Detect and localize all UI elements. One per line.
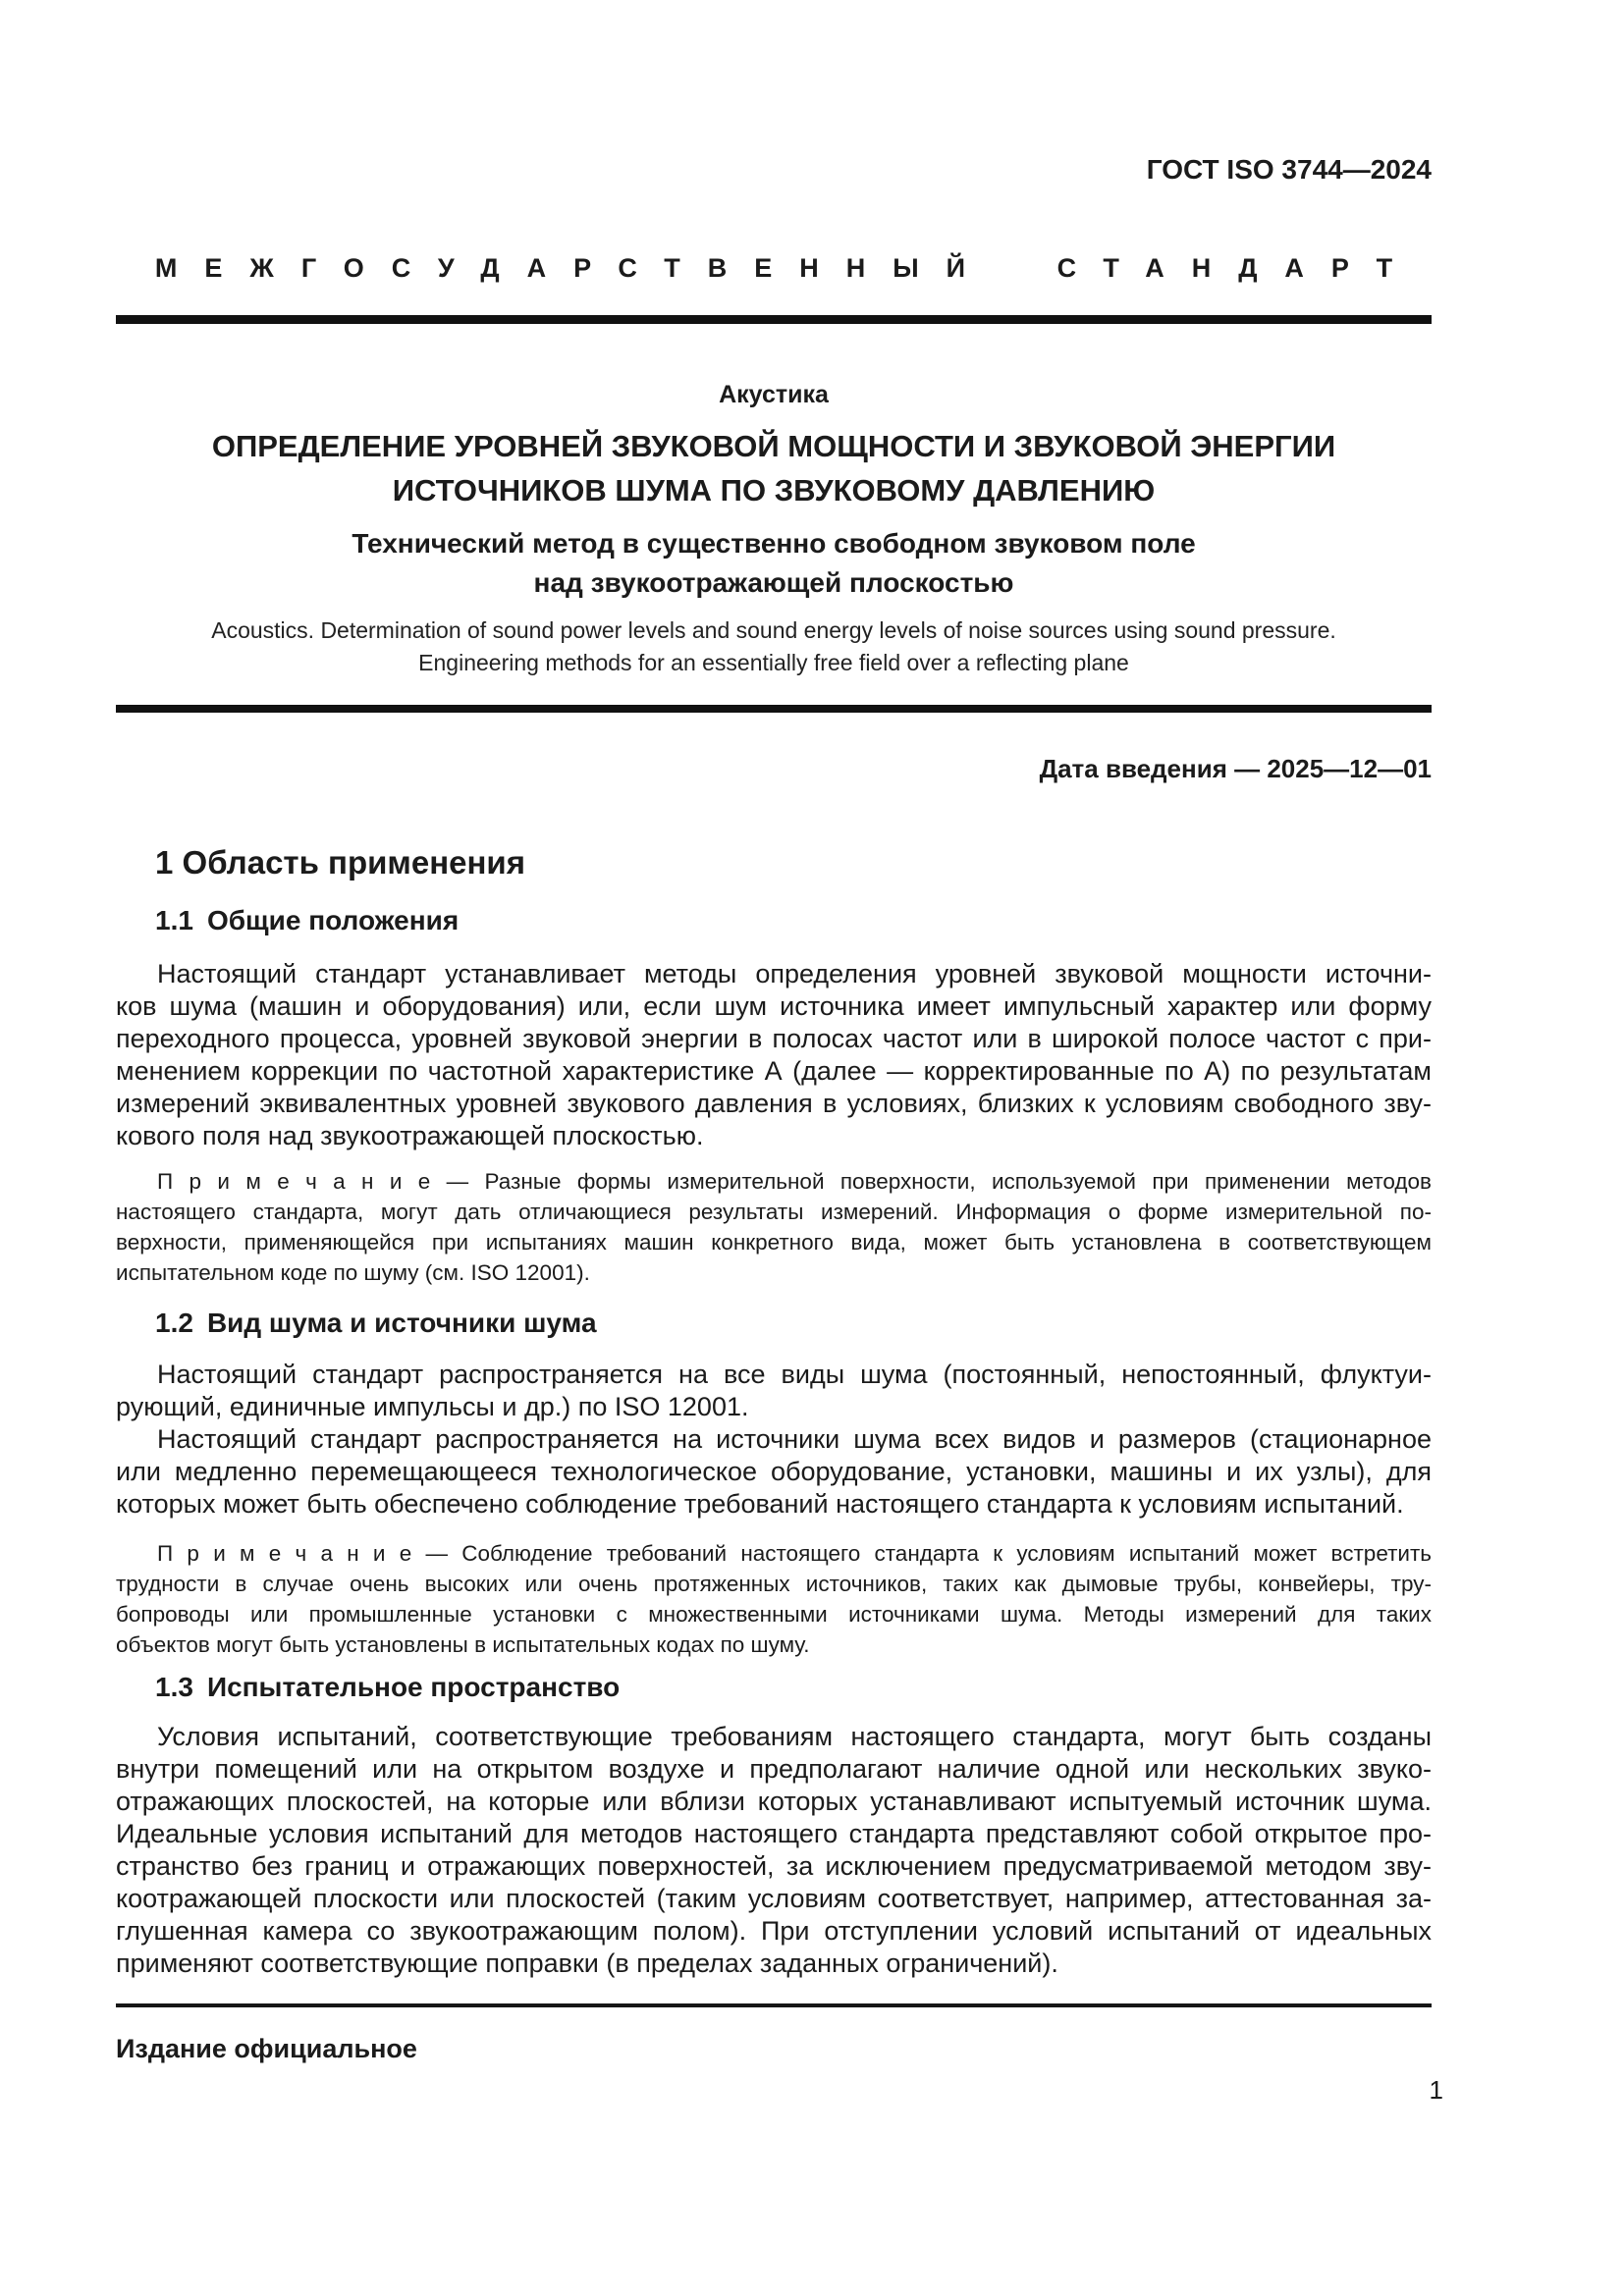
text-line: переходного процесса, уровней звуковой энергии в полосах частот или в широкой полосе частот с при- <box>116 1024 1432 1053</box>
text-line: настоящего стандарта, могут дать отличающиеся результаты измерений. Информация о форме измерительной по- <box>116 1200 1432 1224</box>
text-line: испытательном коде по шуму (см. ISO 12001). <box>116 1260 590 1285</box>
section-number: 1 <box>155 844 174 881</box>
divider-bar-top <box>116 315 1432 324</box>
title-en-line: Acoustics. Determination of sound power levels and sound energy levels of noise sources using sound pressure. <box>211 617 1336 643</box>
section-title: Общие положения <box>206 905 460 935</box>
text-line: глушенная камера со звукоотражающим полом). При отступлении условий испытаний от идеальных <box>116 1916 1432 1946</box>
text-line: или медленно перемещающееся технологическое оборудование, установки, машины и их узлы), для <box>116 1457 1432 1486</box>
footer-rule <box>116 2003 1432 2007</box>
divider-bar-title <box>116 705 1432 713</box>
title-line: ОПРЕДЕЛЕНИЕ УРОВНЕЙ ЗВУКОВОЙ МОЩНОСТИ И ЗВУКОВОЙ ЭНЕРГИИ <box>211 429 1336 463</box>
text-line: бопроводы или промышленные установки с множественными источниками шума. Методы измерений для таких <box>116 1602 1432 1627</box>
section-number: 1.3 <box>155 1672 193 1702</box>
text-line: верхности, применяющейся при испытаниях машин конкретного вида, может быть установлена в соответствующем <box>116 1230 1432 1255</box>
section-number: 1.1 <box>155 905 193 935</box>
section-1-3-heading <box>116 1672 1432 1703</box>
text-line: П р и м е ч а н и е — Разные формы измерительной поверхности, используемой при применении методов <box>157 1169 1432 1194</box>
note-1-1 <box>116 1166 1432 1288</box>
paragraph-1-2-b <box>116 1423 1432 1521</box>
title-en-line: Engineering methods for an essentially free field over a reflecting plane <box>418 650 1129 675</box>
text-line: Идеальные условия испытаний для методов настоящего стандарта представляют собой открытое про- <box>116 1819 1432 1848</box>
text-line: отражающих плоскостей, на которые или вблизи которых устанавливают испытуемый источник шума. <box>116 1787 1432 1816</box>
standard-subject: Акустика <box>719 381 829 408</box>
subtitle-line: над звукоотражающей плоскостью <box>533 567 1014 598</box>
effective-date: Дата введения — 2025—12—01 <box>1039 754 1432 783</box>
paragraph-1-3 <box>116 1721 1432 1980</box>
subtitle-line: Технический метод в существенно свободном звуковом поле <box>352 528 1196 559</box>
text-line: Настоящий стандарт распространяется на источники шума всех видов и размеров (стационарное <box>157 1424 1432 1454</box>
text-line: применяют соответствующие поправки (в пределах заданных ограничений). <box>116 1949 1058 1978</box>
section-number: 1.2 <box>155 1308 193 1338</box>
standard-subtitle-ru <box>116 524 1432 603</box>
page-content <box>116 0 1432 1980</box>
section-title: Вид шума и источники шума <box>206 1308 597 1338</box>
paragraph-1-1 <box>116 958 1432 1152</box>
text-line: рующий, единичные импульсы и др.) по ISO 12001. <box>116 1392 749 1421</box>
text-line: Условия испытаний, соответствующие требованиям настоящего стандарта, могут быть созданы <box>157 1722 1432 1751</box>
paragraph-1-2-a <box>116 1359 1432 1423</box>
text-line: Настоящий стандарт устанавливает методы определения уровней звуковой мощности источни- <box>157 959 1432 988</box>
section-1-1-heading <box>116 905 1432 936</box>
text-line: трудности в случае очень высоких или очень протяженных источников, таких как дымовые трубы, конвейеры, тру- <box>116 1572 1432 1596</box>
section-1-heading <box>116 844 1432 881</box>
text-line: кового поля над звукоотражающей плоскостью. <box>116 1121 704 1150</box>
section-title: Область применения <box>182 844 525 881</box>
standard-title-ru <box>116 424 1432 512</box>
doc-number: ГОСТ ISO 3744—2024 <box>1146 154 1432 185</box>
text-line: П р и м е ч а н и е — Соблюдение требований настоящего стандарта к условиям испытаний может встретить <box>157 1541 1432 1566</box>
text-line: странство без границ и отражающих поверхностей, за исключением предусматриваемой методом зву- <box>116 1851 1432 1881</box>
text-line: менением коррекции по частотной характеристике А (далее — корректированные по А) по результатам <box>116 1056 1432 1086</box>
text-line: Настоящий стандарт распространяется на все виды шума (постоянный, непостоянный, флуктуи- <box>157 1360 1432 1389</box>
standard-type-banner: МЕЖГОСУДАРСТВЕННЫЙ СТАНДАРТ <box>154 253 1421 283</box>
text-line: измерений эквивалентных уровней звукового давления в условиях, близких к условиям свободного зву- <box>116 1089 1432 1118</box>
page-number: 1 <box>1429 2075 1443 2105</box>
official-edition-note: Издание официальное <box>116 2034 417 2063</box>
standard-title-en <box>116 614 1432 679</box>
note-1-2 <box>116 1538 1432 1660</box>
text-line: объектов могут быть установлены в испытательных кодах по шуму. <box>116 1632 810 1657</box>
text-line: ков шума (машин и оборудования) или, если шум источника имеет импульсный характер или форму <box>116 991 1432 1021</box>
section-title: Испытательное пространство <box>206 1672 621 1702</box>
text-line: внутри помещений или на открытом воздухе и предполагают наличие одной или нескольких звуко- <box>116 1754 1432 1784</box>
title-line: ИСТОЧНИКОВ ШУМА ПО ЗВУКОВОМУ ДАВЛЕНИЮ <box>392 473 1156 507</box>
text-line: которых может быть обеспечено соблюдение требований настоящего стандарта к условиям испытаний. <box>116 1489 1404 1519</box>
section-1-2-heading <box>116 1308 1432 1339</box>
text-line: коотражающей плоскости или плоскостей (таким условиям соответствует, например, аттестованная за- <box>116 1884 1432 1913</box>
